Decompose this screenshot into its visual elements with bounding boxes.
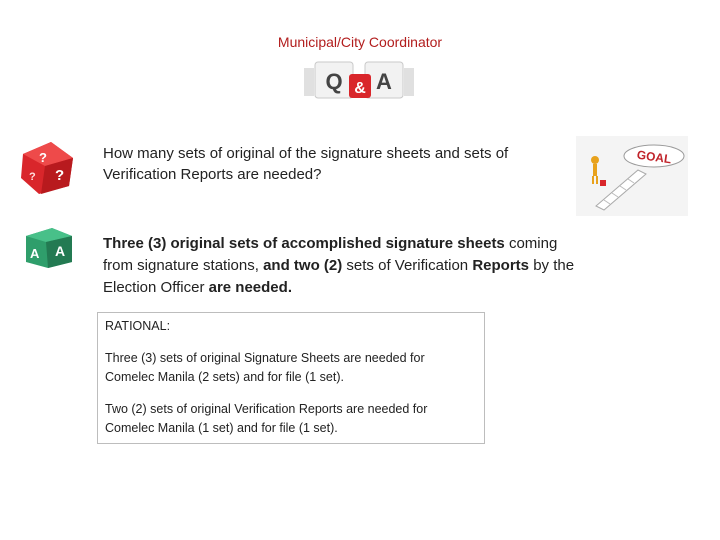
svg-text:?: ? — [29, 171, 36, 183]
page-title: Municipal/City Coordinator — [277, 34, 443, 50]
svg-text:?: ? — [55, 167, 65, 184]
answer-text — [103, 233, 583, 299]
answer-part-5: Reports — [472, 257, 530, 274]
goal-label: GOAL — [635, 147, 673, 167]
answer-part-4: sets of Verification — [346, 257, 469, 274]
qa-logo-a: A — [376, 69, 392, 94]
qa-logo-amp: & — [354, 80, 366, 97]
answer-part-2: coming from signature stations, — [103, 235, 558, 274]
svg-text:?: ? — [39, 150, 47, 165]
qa-logo-q: Q — [325, 69, 343, 94]
qa-logo — [301, 58, 417, 102]
rational-heading: RATIONAL: — [105, 319, 171, 333]
green-answer-dice-icon — [22, 222, 78, 270]
rational-box — [97, 312, 485, 444]
rational-paragraph-2: Two (2) sets of original Verification Reports are needed for Comelec Manila (1 set) and for file (1 set). — [105, 402, 428, 435]
answer-part-1: Three (3) original sets of accomplished signature sheets — [103, 235, 505, 252]
answer-part-3: and two (2) — [263, 257, 343, 274]
answer-part-7: are needed. — [208, 279, 292, 296]
answer-part-6: by the Election Officer — [103, 257, 575, 296]
question-text: How many sets of original of the signature sheets and sets of Verification Reports are needed? — [103, 145, 509, 183]
red-question-dice-icon — [17, 136, 79, 198]
svg-text:A: A — [30, 246, 40, 261]
svg-text:A: A — [55, 243, 66, 259]
rational-paragraph-1: Three (3) sets of original Signature Sheets are needed for Comelec Manila (2 sets) and for file (1 set). — [105, 351, 425, 384]
goal-staircase-icon — [576, 136, 688, 216]
